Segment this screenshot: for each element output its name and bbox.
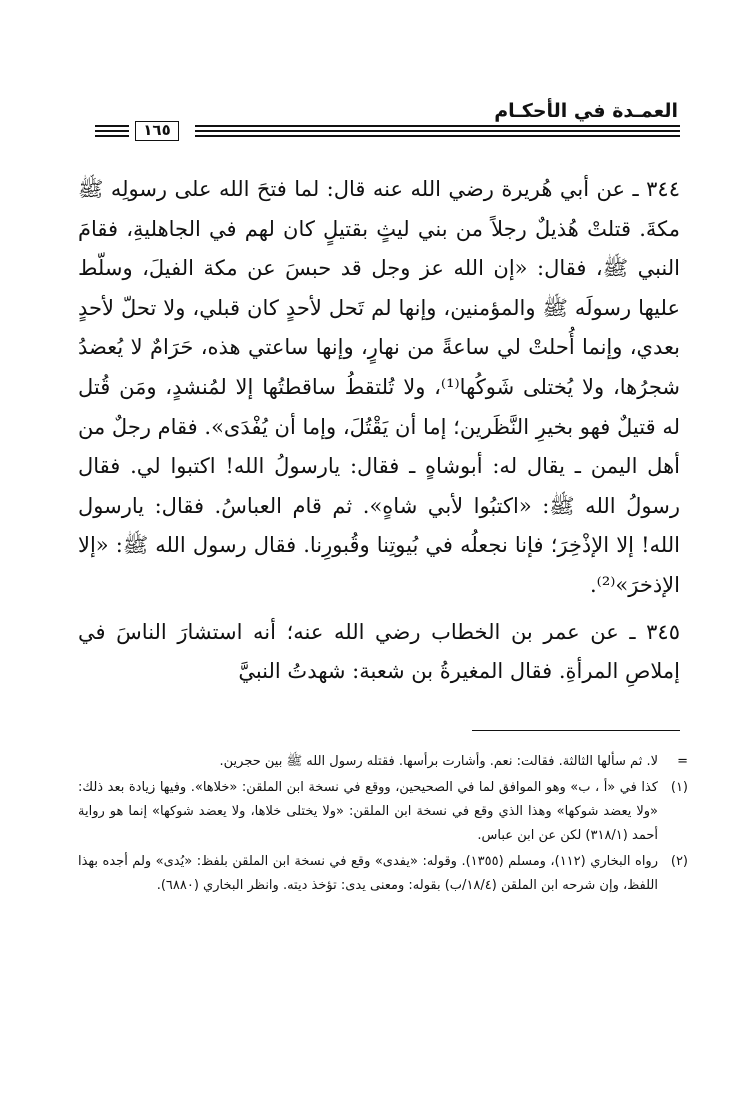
main-text: [78, 170, 680, 692]
hadith-344-paragraph: ٣٤٤ ـ عن أبي هُريرة رضي الله عنه قال: لما فتحَ الله على رسولِه ﷺ مكةَ. قتلتْ هُذيلٌ رجلاً من بني ليثٍ بقتيلٍ كان لهم في الجاهليةِ، فقامَ النبي ﷺ، فقال: «إن الله عز وجل قد حبسَ عن مكة الفيلَ، وسلّط عليها رسولَه ﷺ والمؤمنين، وإنها لم تَحل لأحدٍ كان قبلي، ولا تحلّ لأحدٍ بعدي، وإنما أُحلتْ لي ساعةً من نهارٍ، وإنها ساعتي هذه، حَرَامٌ لا يُعضدُ شجرُها، ولا يُختلى شَوكُها⁽¹⁾، ولا تُلتقطُ ساقطتُها إلا لمُنشدٍ، ومَن قُتل له قتيلٌ فهو بخيرِ النَّظَرين؛ إما أن يَقْتُلَ، وإما أن يُفْدَى». فقام رجلٌ من أهل اليمن ـ يقال له: أبوشاهٍ ـ فقال: يارسولُ الله! اكتبوا لي. فقال رسولُ الله ﷺ: «اكتبُوا لأبي شاهٍ». ثم قام العباسُ. فقال: يارسول الله! إلا الإذْخِرَ؛ فإنا نجعلُه في بُيوتِنا وقُبورِنا. فقال رسول الله ﷺ: «إلا الإذخرَ»⁽²⁾.: [78, 177, 680, 597]
running-header-title: العمـدة في الأحكـام: [494, 100, 678, 122]
footnote-2: [78, 850, 688, 898]
page-number: ١٦٥: [135, 121, 179, 141]
footnote-continued: [78, 750, 688, 774]
header-rule: [95, 121, 680, 143]
footnote-text: كذا في «أ ، ب» وهو الموافق لما في الصحيحين، ووقع في نسخة ابن الملقن: «خلاها». وفيها زيادة بعد ذلك: «ولا يعضد شوكها» وهذا الذي وقع في نسخة ابن الملقن: «ولا يختلى خلاها، ولا يعضد شوكها» إنما هو رواية أحمد (٣١٨/١) لكن عن ابن عباس.: [78, 780, 658, 843]
footnotes: [78, 750, 688, 898]
footnote-mark: (١): [670, 780, 688, 795]
hadith-345-paragraph: ٣٤٥ ـ عن عمر بن الخطاب رضي الله عنه؛ أنه استشارَ الناسَ في إملاصِ المرأةِ. فقال المغيرةُ بن شعبة: شهدتُ النبيَّ: [78, 619, 680, 684]
footnote-divider: [472, 730, 680, 731]
footnote-mark: =: [677, 754, 688, 769]
page-number-ornament: [95, 125, 129, 140]
footnote-mark: (٢): [670, 854, 688, 869]
footnote-1: [78, 776, 688, 848]
footnote-text: لا. ثم سألها الثالثة. فقالت: نعم. وأشارت برأسها. فقتله رسول الله ﷺ بين حجرين.: [219, 754, 658, 769]
footnote-text: رواه البخاري (١١٢)، ومسلم (١٣٥٥). وقوله: «يفدى» وقع في نسخة ابن الملقن بلفظ: «يُدى» ولم أجده بهذا اللفظ، وإن شرحه ابن الملقن (١٨/٤/ب) بقوله: ومعنى يدى: تؤخذ ديته. وانظر البخاري (٦٨٨٠).: [78, 854, 658, 893]
